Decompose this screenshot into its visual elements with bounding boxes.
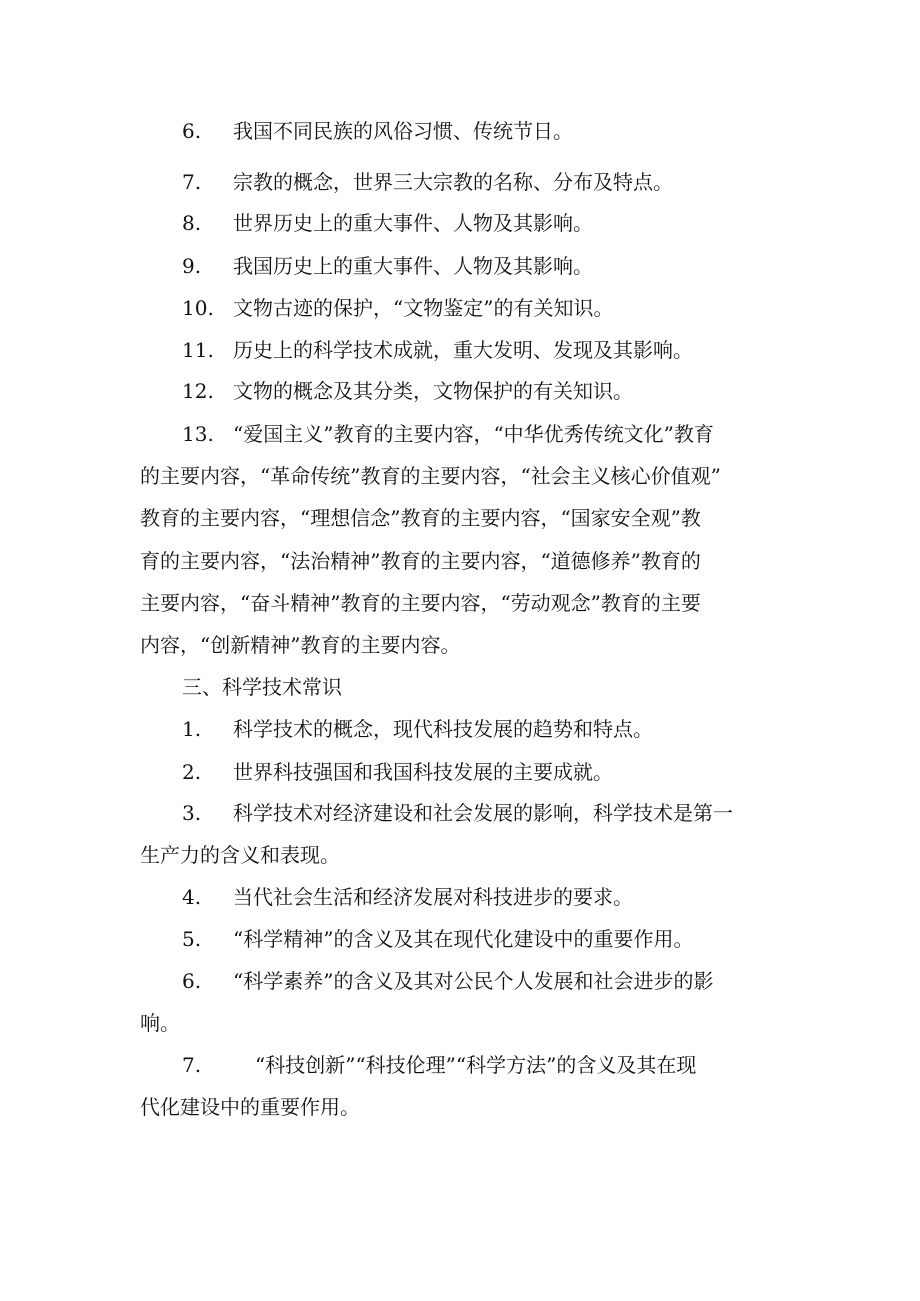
item-text-line: 代化建设中的重要作用。 [140, 1095, 360, 1119]
section-heading: 三、科学技术常识 [182, 675, 342, 699]
item-number: 13. [182, 422, 214, 446]
item-text: 宗教的概念，世界三大宗教的名称、分布及特点。 [233, 170, 673, 194]
item-number: 12. [182, 379, 214, 403]
item-number: 5. [182, 927, 202, 951]
item-text: “科学精神”的含义及其在现代化建设中的重要作用。 [233, 927, 694, 951]
item-text-line: 内容，“创新精神”教育的主要内容。 [140, 633, 461, 657]
item-text: 世界科技强国和我国科技发展的主要成就。 [233, 760, 613, 784]
item-number: 11. [182, 338, 214, 362]
item-text: 文物古迹的保护，“文物鉴定”的有关知识。 [233, 296, 614, 320]
item-number: 4. [182, 885, 202, 909]
item-number: 8. [182, 211, 202, 235]
item-text: 世界历史上的重大事件、人物及其影响。 [233, 211, 593, 235]
item-text-line: 响。 [140, 1011, 180, 1035]
item-number: 1. [182, 717, 202, 741]
item-number: 3. [182, 801, 202, 825]
item-text-line: 育的主要内容，“法治精神”教育的主要内容，“道德修养”教育的 [140, 549, 701, 573]
item-number: 6. [182, 969, 202, 993]
item-text-line: “科技创新”“科技伦理”“科学方法”的含义及其在现 [255, 1053, 697, 1077]
item-number: 10. [182, 296, 214, 320]
item-text: 当代社会生活和经济发展对科技进步的要求。 [233, 885, 633, 909]
item-text-line: 主要内容，“奋斗精神”教育的主要内容，“劳动观念”教育的主要 [140, 591, 701, 615]
item-text-line: 科学技术对经济建设和社会发展的影响，科学技术是第一 [233, 801, 733, 825]
item-text: 科学技术的概念，现代科技发展的趋势和特点。 [233, 717, 653, 741]
item-text-line: “爱国主义”教育的主要内容，“中华优秀传统文化”教育 [233, 422, 714, 446]
item-text: 我国历史上的重大事件、人物及其影响。 [233, 254, 593, 278]
item-number: 2. [182, 760, 202, 784]
item-text: 历史上的科学技术成就，重大发明、发现及其影响。 [233, 338, 693, 362]
item-text-line: 的主要内容，“革命传统”教育的主要内容，“社会主义核心价值观” [140, 464, 721, 488]
item-text: 文物的概念及其分类，文物保护的有关知识。 [233, 379, 633, 403]
item-text-line: “科学素养”的含义及其对公民个人发展和社会进步的影 [233, 969, 714, 993]
item-text: 我国不同民族的风俗习惯、传统节日。 [233, 119, 573, 143]
item-number: 7. [182, 170, 202, 194]
item-text-line: 教育的主要内容，“理想信念”教育的主要内容，“国家安全观”教 [140, 506, 701, 530]
item-number: 7. [182, 1053, 202, 1077]
item-number: 6. [182, 119, 202, 143]
item-number: 9. [182, 254, 202, 278]
item-text-line: 生产力的含义和表现。 [140, 843, 340, 867]
